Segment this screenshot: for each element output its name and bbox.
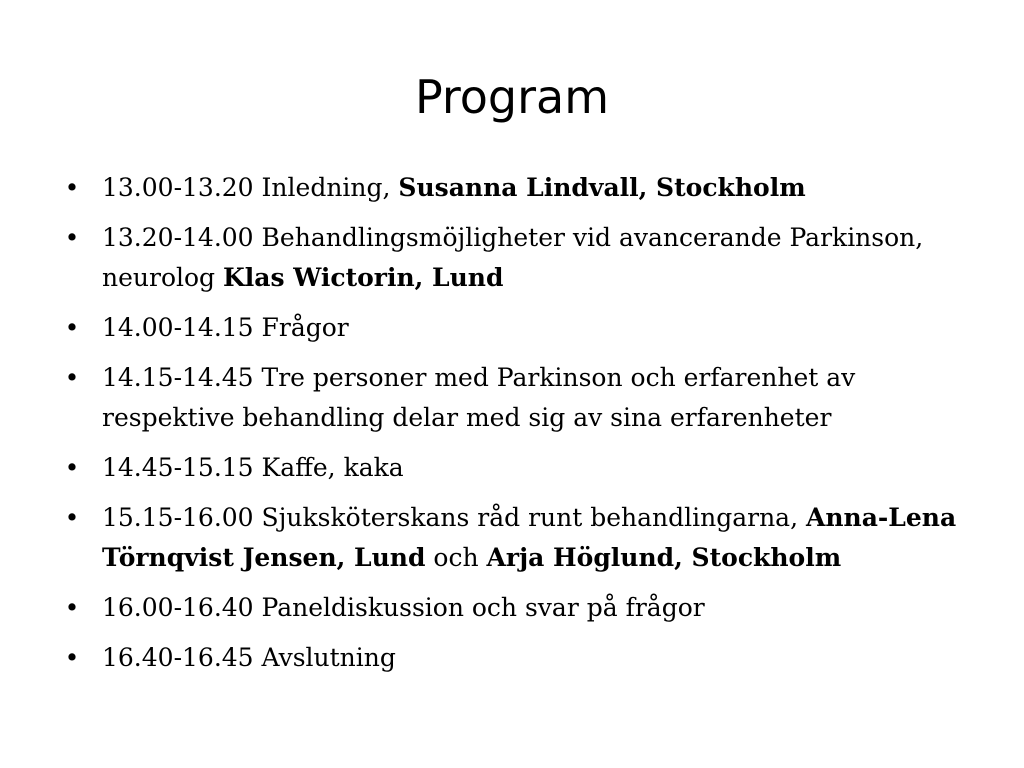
- bullet: •: [64, 593, 80, 622]
- agenda-text: Frågor: [261, 313, 349, 342]
- agenda-item: [62, 448, 982, 488]
- agenda-item: [62, 638, 982, 678]
- agenda-time: 14.15-14.45: [102, 363, 254, 392]
- agenda-time: 16.40-16.45: [102, 643, 254, 672]
- agenda-time: 13.00-13.20: [102, 173, 254, 202]
- agenda-item: [62, 308, 982, 348]
- agenda-item: [62, 168, 982, 208]
- agenda-text: Avslutning: [261, 643, 396, 672]
- bullet: •: [64, 223, 80, 252]
- agenda-time: 14.45-15.15: [102, 453, 254, 482]
- bullet: •: [64, 453, 80, 482]
- agenda-connector: och: [433, 543, 479, 572]
- agenda-item: [62, 218, 982, 298]
- agenda-text: Kaffe, kaka: [261, 453, 404, 482]
- bullet: •: [64, 363, 80, 392]
- agenda-text: Tre personer med Parkinson och erfarenhet av respektive behandling delar med sig av sina erfarenheter: [102, 363, 856, 432]
- agenda-text: Inledning,: [261, 173, 391, 202]
- bullet: •: [64, 503, 80, 532]
- agenda-text: Sjuksköterskans råd runt behandlingarna,: [261, 503, 799, 532]
- agenda-time: 15.15-16.00: [102, 503, 254, 532]
- bullet: •: [64, 643, 80, 672]
- agenda-item: [62, 498, 982, 578]
- slide-title: Program: [414, 70, 610, 124]
- agenda-time: 16.00-16.40: [102, 593, 254, 622]
- bullet: •: [64, 173, 80, 202]
- agenda-item: [62, 358, 982, 438]
- agenda-text: Behandlingsmöjligheter vid avancerande Parkinson, neurolog: [102, 223, 924, 292]
- speaker-name: Arja Höglund, Stockholm: [486, 543, 842, 572]
- bullet: •: [64, 313, 80, 342]
- agenda-text: Paneldiskussion och svar på frågor: [261, 593, 705, 622]
- agenda-list: [62, 168, 982, 688]
- speaker-name: Klas Wictorin, Lund: [223, 263, 504, 292]
- agenda-item: [62, 588, 982, 628]
- speaker-name: Anna-Lena Törnqvist Jensen, Lund: [102, 503, 957, 572]
- speaker-name: Susanna Lindvall, Stockholm: [398, 173, 806, 202]
- agenda-time: 14.00-14.15: [102, 313, 254, 342]
- agenda-time: 13.20-14.00: [102, 223, 254, 252]
